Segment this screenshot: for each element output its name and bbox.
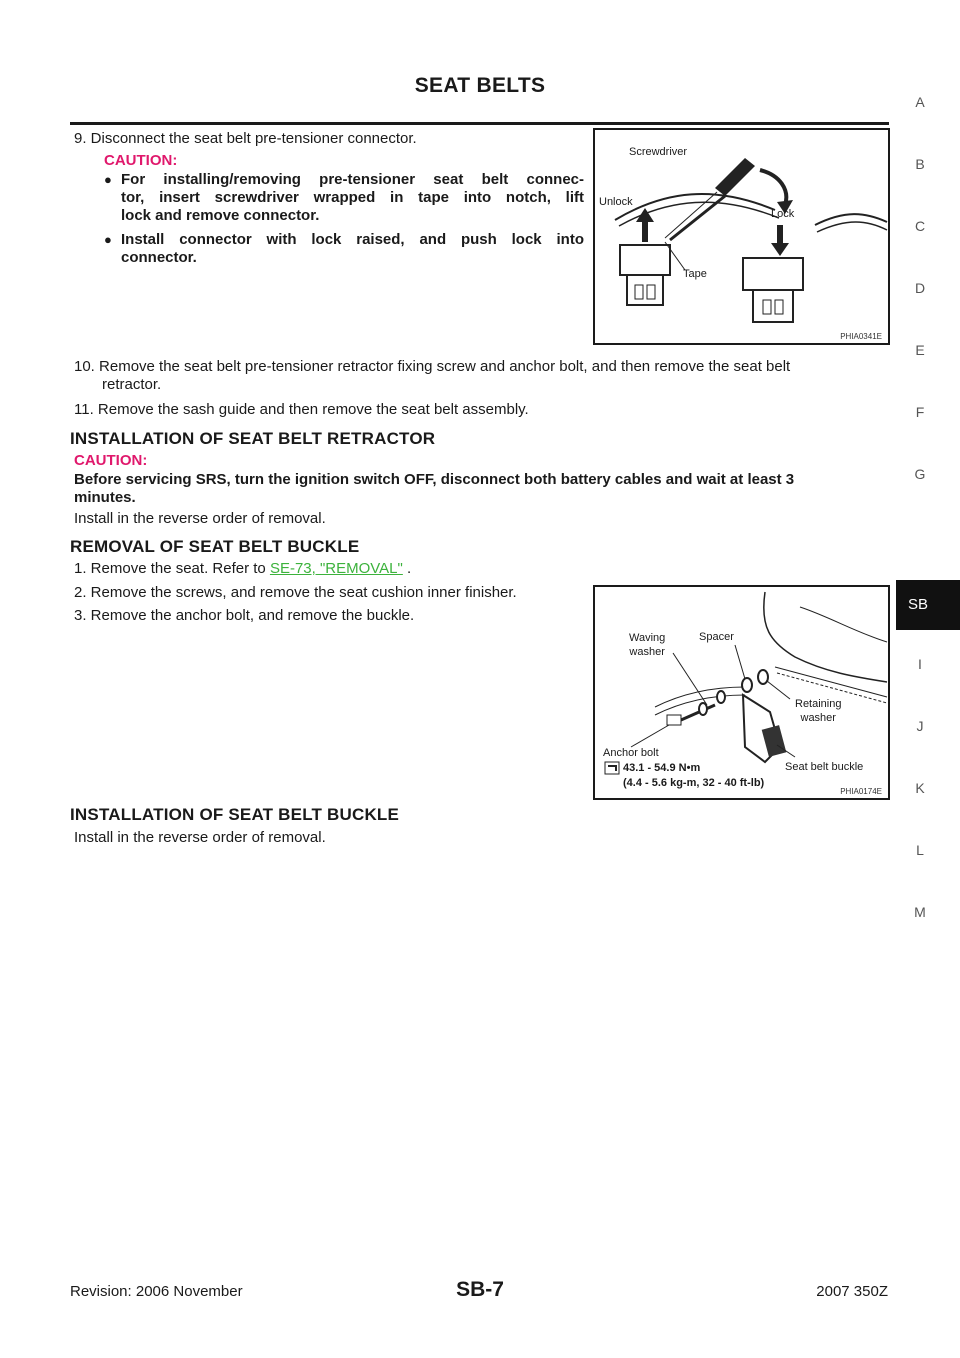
waving-line2: washer [629,646,665,658]
side-index-sb-active[interactable]: SB [896,580,960,630]
page-title: SEAT BELTS [414,74,546,97]
label-tape: Tape [683,268,707,280]
step10-line2: retractor. [102,376,162,393]
bullet1-line3: lock and remove connector. [121,207,320,224]
label-lock: Lock [771,208,795,220]
label-spacer: Spacer [699,631,734,643]
page-number: SB-7 [456,1278,504,1301]
caution2-line2: minutes. [74,489,136,506]
label-waving-washer [629,631,665,659]
step1-prefix: 1. Remove the seat. Refer to [74,560,270,577]
caution-text-2 [74,471,889,507]
buckle-install-note: Install in the reverse order of removal. [74,829,326,846]
bullet1-line2: tor, insert screwdriver wrapped in tape into notch, lift [121,189,584,206]
torque-value-imperial: (4.4 - 5.6 kg-m, 32 - 40 ft-lb) [623,777,765,789]
side-index-b[interactable]: B [915,156,925,172]
buckle-step-1 [74,560,411,578]
figure-buckle-assembly [593,585,890,800]
bullet2-line2: connector. [121,249,197,266]
caution-bullet-1 [104,171,584,225]
retaining-line2: washer [800,712,836,724]
figure-code: PHIA0341E [840,332,882,341]
side-index-c[interactable]: C [914,218,926,234]
side-index-m[interactable]: M [914,904,926,920]
label-retaining-washer [795,697,841,725]
side-index-e[interactable]: E [915,342,925,358]
side-index-l[interactable]: L [916,842,924,858]
heading-buckle-install: INSTALLATION OF SEAT BELT BUCKLE [70,805,400,824]
buckle-step-3: 3. Remove the anchor bolt, and remove the buckle. [74,607,415,624]
label-unlock: Unlock [599,196,633,208]
step-10 [74,358,894,394]
side-index-a[interactable]: A [915,94,925,110]
heading-retractor-install: INSTALLATION OF SEAT BELT RETRACTOR [70,429,436,448]
link-se73-removal[interactable]: SE-73, "REMOVAL" [269,560,403,577]
waving-line1: Waving [629,632,666,644]
label-screwdriver: Screwdriver [629,146,688,158]
bullet-icon: ● [104,172,112,187]
bullet2-line1: Install connector with lock raised, and push lock into [121,231,584,248]
label-seat-belt-buckle: Seat belt buckle [785,761,864,773]
side-index-d[interactable]: D [914,280,926,296]
bullet1-line1: For installing/removing pre-tensioner seat belt connec- [121,171,584,188]
label-anchor-bolt: Anchor bolt [603,747,659,759]
side-index-j[interactable]: J [916,718,924,734]
header-rule [70,122,889,125]
retractor-install-note: Install in the reverse order of removal. [74,510,326,527]
step-9: 9. Disconnect the seat belt pre-tensioner connector. [74,130,417,147]
side-index-g[interactable]: G [914,466,926,482]
buckle-step-2: 2. Remove the screws, and remove the seat cushion inner finisher. [74,584,517,601]
side-index-f[interactable]: F [915,404,925,420]
figure-connector-lock [593,128,890,345]
heading-buckle-removal: REMOVAL OF SEAT BELT BUCKLE [70,537,360,556]
bullet-icon: ● [104,232,112,247]
retaining-line1: Retaining [795,698,842,710]
side-index-k[interactable]: K [915,780,925,796]
caution-bullet-2 [104,231,584,267]
footer-revision: Revision: 2006 November [70,1283,243,1300]
step10-line1: 10. Remove the seat belt pre-tensioner retractor fixing screw and anchor bolt, and then remove the seat belt [74,358,791,375]
figure-code: PHIA0174E [840,787,882,796]
caution-label-2: CAUTION: [74,452,148,469]
footer-model: 2007 350Z [816,1283,888,1300]
step-11: 11. Remove the sash guide and then remove the seat belt assembly. [74,401,529,418]
side-index-i[interactable]: I [918,656,922,672]
caution2-line1: Before servicing SRS, turn the ignition switch OFF, disconnect both battery cables and wait at least 3 [74,471,795,488]
connector-illustration [595,130,888,343]
step1-suffix: . [402,560,412,577]
torque-value-nm: 43.1 - 54.9 N•m [623,762,701,774]
caution-label-1: CAUTION: [104,152,178,169]
